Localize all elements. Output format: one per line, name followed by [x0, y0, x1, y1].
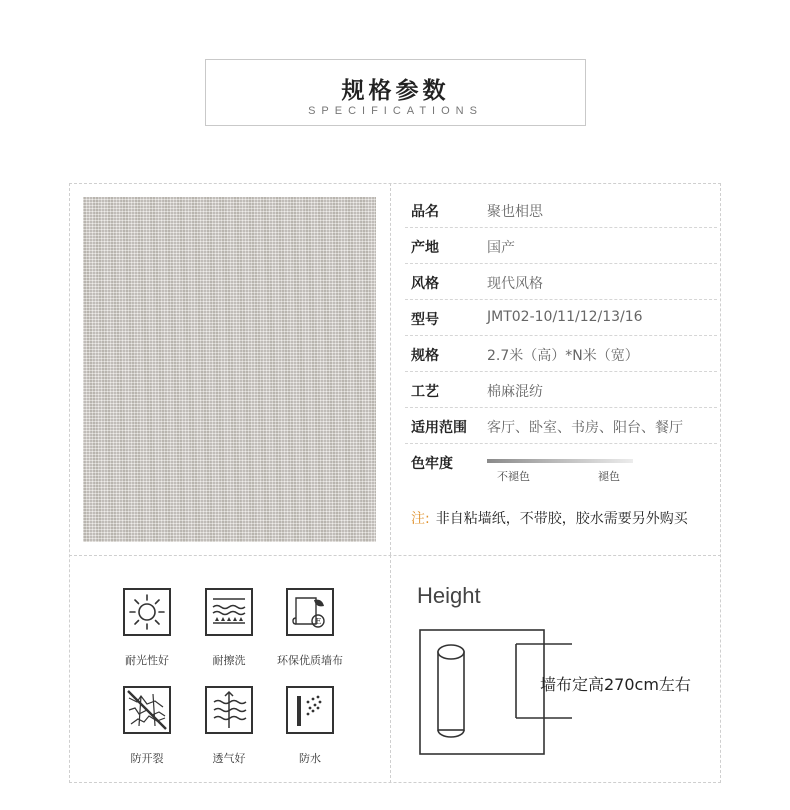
spec-row-craft — [405, 372, 717, 408]
wash-icon — [205, 588, 253, 636]
spec-row-origin — [405, 228, 717, 264]
fastness-high-label: 褪色 — [598, 470, 620, 483]
fastness-low-label: 不褪色 — [497, 470, 530, 483]
spec-value: 国产 — [487, 240, 515, 256]
spec-label: 风格 — [411, 276, 439, 292]
feature-label: 耐擦洗 — [212, 654, 246, 667]
sun-icon — [123, 588, 171, 636]
feature-eco — [265, 588, 355, 668]
spec-label: 工艺 — [411, 384, 439, 400]
section-subtitle: SPECIFICATIONS — [308, 105, 483, 117]
section-header — [205, 59, 586, 126]
height-title: Height — [417, 583, 481, 608]
spec-row-name — [405, 192, 717, 228]
height-description: 墙布定高270cm左右 — [540, 675, 691, 694]
feature-label: 耐光性好 — [125, 654, 169, 667]
spec-label: 产地 — [411, 240, 439, 256]
svg-text:E: E — [315, 617, 322, 626]
waterproof-icon — [286, 686, 334, 734]
spec-label: 规格 — [411, 348, 439, 364]
feature-light-resistant — [102, 588, 192, 668]
divider — [390, 555, 391, 783]
feature-anti-crack — [102, 686, 192, 766]
spec-label: 型号 — [411, 312, 439, 328]
spec-row-model — [405, 300, 717, 336]
feature-label: 环保优质墙布 — [277, 654, 343, 667]
spec-label: 适用范围 — [411, 420, 467, 436]
spec-value: 聚也相思 — [487, 204, 543, 220]
feature-label: 透气好 — [212, 752, 246, 765]
spec-value: 客厅、卧室、书房、阳台、餐厅 — [487, 420, 683, 436]
spec-value: 现代风格 — [487, 276, 543, 292]
feature-waterproof — [265, 686, 355, 766]
divider — [390, 183, 391, 555]
spec-label: 品名 — [411, 204, 439, 220]
spec-label: 色牢度 — [411, 456, 453, 472]
spec-row-style — [405, 264, 717, 300]
section-title: 规格参数 — [341, 78, 450, 104]
spec-value: 2.7米（高）*N米（宽） — [487, 348, 639, 364]
spec-value: 棉麻混纺 — [487, 384, 543, 400]
spec-table — [405, 192, 717, 488]
feature-breathable — [184, 686, 274, 766]
breathable-icon — [205, 686, 253, 734]
adhesive-note — [411, 508, 688, 528]
spec-row-color-fastness — [405, 444, 717, 488]
feature-washable — [184, 588, 274, 668]
feature-label: 防水 — [299, 752, 321, 765]
fabric-swatch-image — [83, 197, 376, 542]
eco-icon — [286, 588, 334, 636]
note-text: 非自粘墙纸，不带胶，胶水需要另外购买 — [435, 511, 688, 527]
divider — [69, 555, 721, 556]
spec-row-size — [405, 336, 717, 372]
spec-value: JMT02-10/11/12/13/16 — [487, 309, 643, 325]
fastness-gradient-bar — [487, 459, 633, 463]
note-prefix: 注: — [411, 511, 430, 527]
spec-row-usage — [405, 408, 717, 444]
feature-label: 防开裂 — [130, 752, 164, 765]
anti-crack-icon — [123, 686, 171, 734]
